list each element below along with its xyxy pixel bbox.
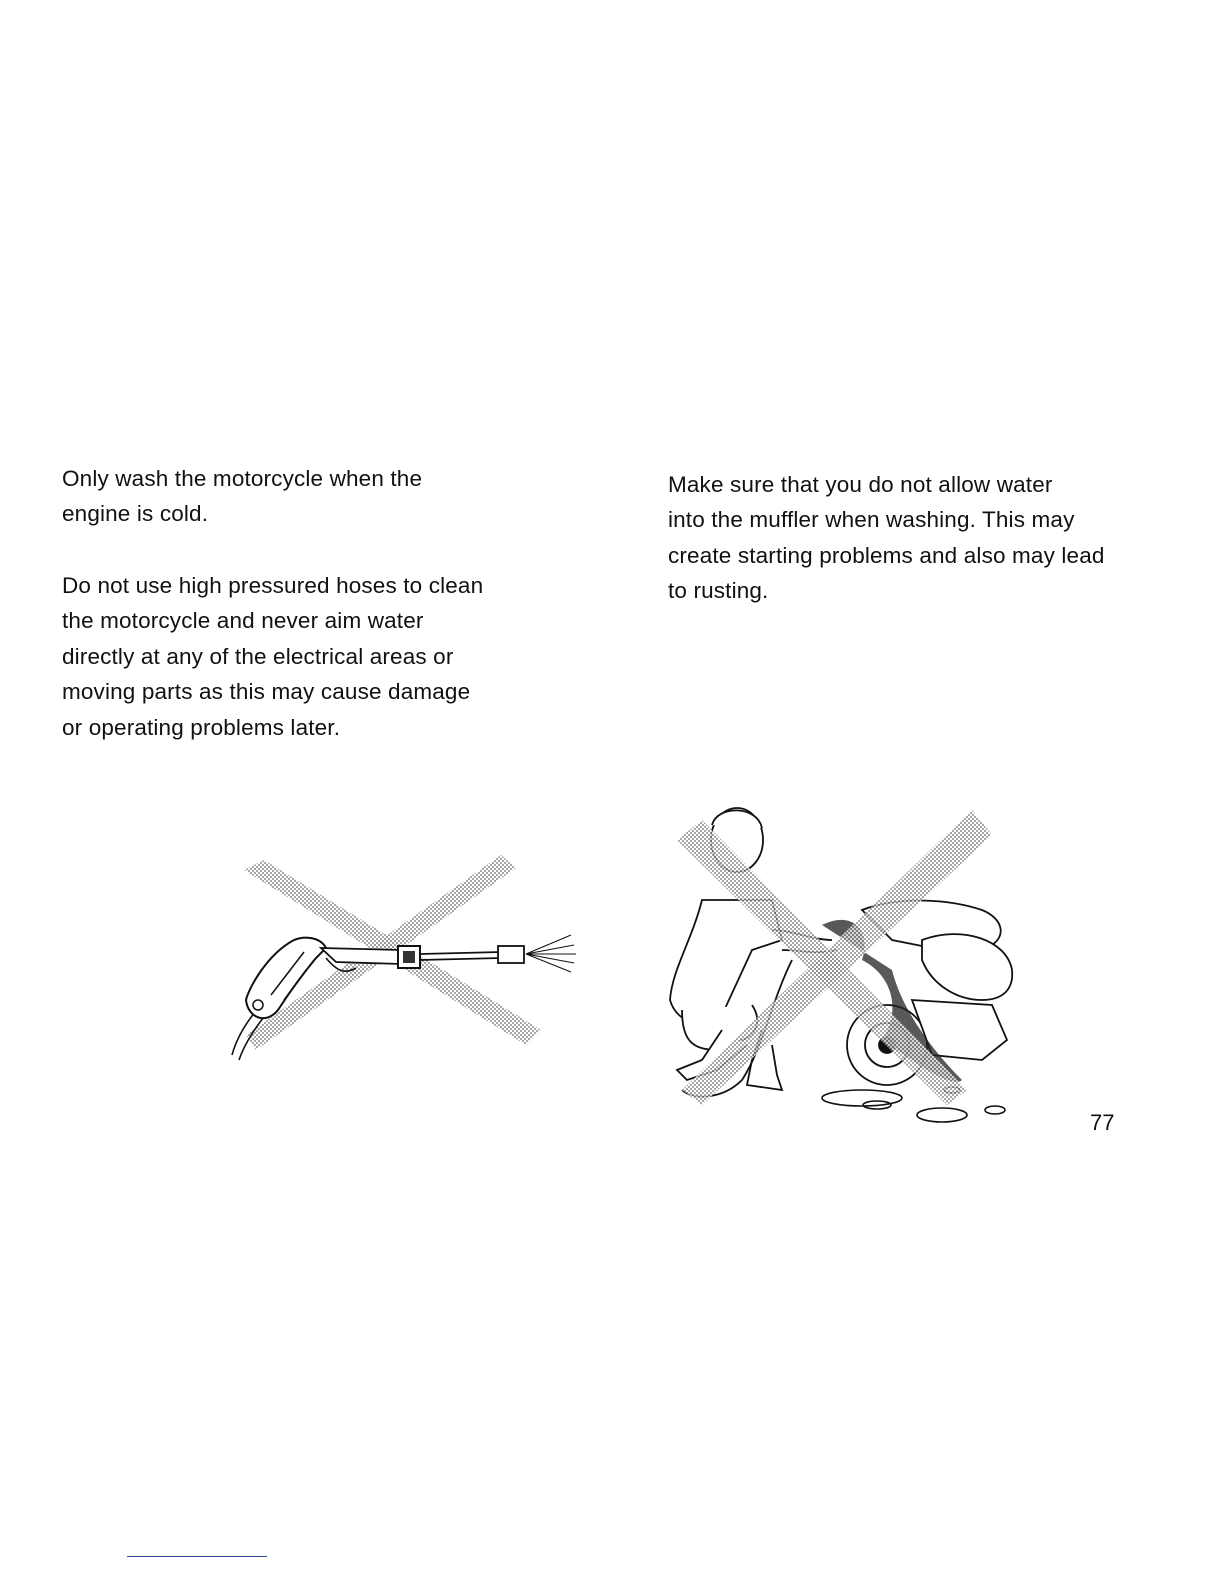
muffler-water-paragraph: Make sure that you do not allow water into the muffler when washing. This may create starting problems and also may lead to rusting. xyxy=(668,472,1105,604)
washing-motorcycle-icon xyxy=(662,800,1032,1130)
footer-rule xyxy=(127,1556,267,1557)
no-high-pressure-paragraph: Do not use high pressured hoses to clean the motorcycle and never aim water directly at any of the electrical areas or moving parts as this may cause damage or operating problems later. xyxy=(62,573,484,740)
pressure-washer-icon xyxy=(226,840,586,1075)
wash-when-cold-paragraph: Only wash the motorcycle when the engine is cold. xyxy=(62,466,423,527)
page-number: 77 xyxy=(1090,1110,1115,1135)
